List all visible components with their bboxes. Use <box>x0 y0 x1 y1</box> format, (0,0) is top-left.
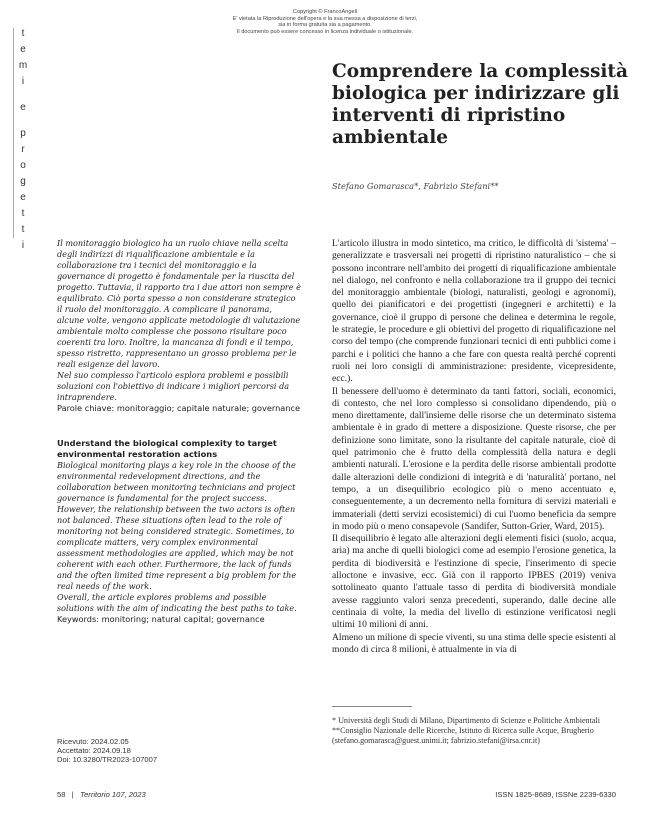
footnote-divider <box>332 706 412 707</box>
abstract-english <box>57 438 301 625</box>
section-label-letter: r <box>21 144 25 155</box>
abstract-paragraph: Overall, the article explores problems and possible solutions with the aim of indicating the best paths to take. <box>57 592 297 613</box>
section-label-letter: t <box>21 28 25 39</box>
abstract-heading: Understand the biological complexity to target environmental restoration actions <box>57 438 277 459</box>
section-label-letter: t <box>21 224 25 235</box>
footnotes <box>332 716 622 745</box>
body-paragraph: Almeno un milione di specie viventi, su una stima delle specie esistenti al mondo di circa 8 milioni, è attualmente in via di <box>332 631 616 655</box>
section-label-letter: p <box>20 128 26 139</box>
section-label-letter: e <box>20 192 26 203</box>
section-label-letter: e <box>20 102 26 113</box>
body-paragraph: L'articolo illustra in modo sintetico, ma critico, le difficoltà di 'sistema' – generalizzate e trasversali nei progetti di ripristino naturalistico – che si possono incontrare nell'ambito dei progetti di riqualificazione ambientale nel dialogo, nel confronto e nella collaborazione tra il gruppo dei tecnici del monitoraggio ambientale (biologi, naturalisti, geologi e agronomi), quello dei pianificatori e dei progettisti (ingegneri e architetti) e la governance, cioè il gruppo di persone che delinea e determina le regole, le strategie, le procedure e gli obiettivi del progetto di riqualificazione nel corso del tempo (che comprende funzionari tecnici di enti pubblici come i parchi e i politici che hanno a che fare con questa realtà perché coprenti ruoli nei loro consigli di amministrazione: presidente, vicepresidente, ecc.). <box>332 238 616 385</box>
abstract-italian <box>57 238 301 414</box>
section-label-letter: t <box>21 208 25 219</box>
doi: Doi: 10.3280/TR2023-107007 <box>57 755 158 764</box>
received-date: Ricevuto: 2024.02.05 <box>57 737 129 746</box>
section-label-letter: o <box>20 160 26 171</box>
section-label-letter: m <box>18 60 28 71</box>
section-label-letter: i <box>21 76 25 87</box>
article-title: Comprendere la complessità biologica per indirizzare gli interventi di ripristino ambientale <box>332 61 628 148</box>
copyright-line: Copyright © FrancoAngeli <box>292 9 358 15</box>
accepted-date: Accettato: 2024.09.18 <box>57 746 131 755</box>
page-number: 58 <box>57 790 66 799</box>
footnote-emails: (stefano.gomarasca@guest.unimi.it; fabrizio.stefani@irsa.cnr.it) <box>332 735 540 745</box>
copyright-line: E' vietata la Riproduzione dell'opera e la sua messa a disposizione di terzi, <box>232 15 418 22</box>
section-label-letter: e <box>20 44 26 55</box>
journal-name: Territorio 107, 2023 <box>80 790 146 799</box>
footer-separator: | <box>71 790 74 799</box>
abstract-paragraph: Il monitoraggio biologico ha un ruolo chiave nella scelta degli indirizzi di riqualificazione ambientale e la collaborazione tra i tecnici del monitoraggio e la governance di progetto è fondamentale per la riuscita del progetto. Tuttavia, il rapporto tra i due attori non sempre è equilibrato. Ciò porta spesso a non considerare strategico il ruolo del monitoraggio. A complicare il panorama, alcune volte, vengono applicate metodologie di valutazione ambientale molto complesse che possono risultare poco coerenti tra loro. Inoltre, la mancanza di fondi e il tempo, spesso ristretto, rappresentano un grosso problema per le reali esigenze del lavoro. <box>57 238 301 369</box>
body-paragraph: Il disequilibrio è legato alle alterazioni degli elementi fisici (suolo, acqua, aria) ma anche di quelli biologici come ad esempio l'erosione genetica, la perdita di biodiversità e l'estinzione di specie, l'inserimento di specie alloctone e invasive, ecc. Già con il rapporto IPBES (2019) veniva sottolineato quanto l'attuale tasso di perdita di biodiversità mondiale avesse raggiunto valori senza precedenti, superando, dalle decine alle centinaia di volte, la media del livello di estinzione verificatosi negli ultimi 10 milioni di anni. <box>332 533 616 631</box>
footnote-affiliation: **Consiglio Nazionale delle Ricerche, Istituto di Ricerca sulle Acque, Brugherio <box>332 725 594 735</box>
footnote-affiliation: * Università degli Studi di Milano, Dipartimento di Scienze e Politiche Ambientali <box>332 716 600 725</box>
copyright-line: sia in forma gratuita sia a pagamento. <box>278 22 372 29</box>
section-label-letter: g <box>20 176 26 187</box>
article-body <box>332 238 616 656</box>
copyright-notice <box>205 9 445 35</box>
page-footer-left <box>57 790 146 799</box>
issn: ISSN 1825-8689, ISSNe 2239-6330 <box>495 790 616 799</box>
section-label-letter: i <box>21 240 25 251</box>
keywords-english: Keywords: monitoring; natural capital; governance <box>57 614 265 624</box>
abstract-paragraph: Biological monitoring plays a key role in the choose of the environmental redevelopment directions, and the collaboration between monitoring technicians and project governance is fundamental for the project success. However, the relationship between the two actors is often not balanced. These situations often lead to the role of monitoring not being considered strategic. Sometimes, to complicate matters, very complex environmental assessment methodologies are applied, which may be not coherent with each other. Furthermore, the lack of funds and the often limited time represent a big problem for the real needs of the work. <box>57 460 297 591</box>
article-authors: Stefano Gomarasca*, Fabrizio Stefani** <box>332 181 499 191</box>
keywords-italian: Parole chiave: monitoraggio; capitale naturale; governance <box>57 403 301 413</box>
copyright-line: Il documento può essere concesso in licenza individuale o istituzionale. <box>236 28 414 35</box>
body-paragraph: Il benessere dell'uomo è determinato da tanti fattori, sociali, economici, di contesto, che nel loro complesso si consolidano dipendendo, più o meno direttamente, dall'insieme delle risorse che un determinato sistema ambientale è in grado di mettere a disposizione. Queste risorse, che per definizione sono limitate, sono la risultante del capitale naturale, cioè di quel patrimonio che è frutto della complessità della natura e degli ambienti naturali. L'erosione e la perdita delle risorse ambientali prodotte dalle alterazioni delle condizioni di integrità e di 'naturalità' portano, nel tempo, a un disequilibrio ecologico più o meno accentuato e, conseguentemente, a un decremento nella fornitura di servizi materiali e immateriali (detti servizi ecosistemici) di cui l'uomo beneficia da sempre in modo più o meno consapevole (Sandifer, Sutton-Grier, Ward, 2015). <box>332 385 616 532</box>
publication-dates <box>57 737 297 764</box>
abstract-paragraph: Nel suo complesso l'articolo esplora problemi e possibili soluzioni con l'obiettivo di indicare i migliori percorsi da intraprendere. <box>57 370 290 402</box>
